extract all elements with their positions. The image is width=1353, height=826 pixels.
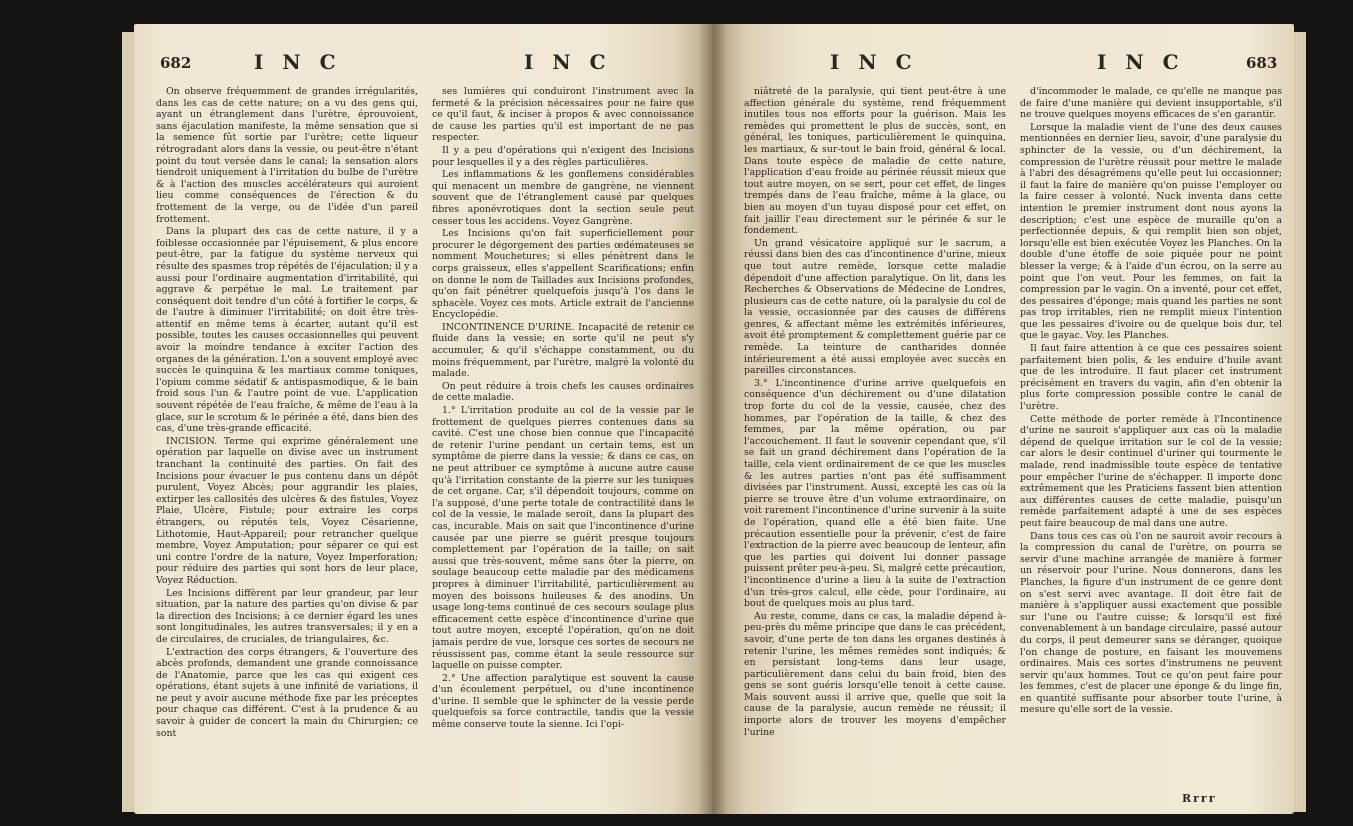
- signature-mark: Rrrr: [1182, 792, 1217, 805]
- right-page-edges: [1292, 32, 1306, 812]
- left-column-1: [156, 86, 418, 810]
- open-book: [118, 14, 1310, 820]
- paragraph: Les Incisions diffèrent par leur grandeur, par leur situation, par la nature des parties qu'on divise & par la direction des Incisions; à ce dernier égard les unes sont longitudinales, les autres transversales; il y en a de circulaires, de cruciales, de triangulaires, &c.: [156, 587, 418, 645]
- paragraph: On peut réduire à trois chefs les causes ordinaires de cette maladie.: [432, 380, 694, 404]
- paragraph: Au reste, comme, dans ce cas, la maladie dépend à-peu-près du même principe que dans le cas précédent, savoir, d'une perte de ton dans les organes destinés à retenir l'urine, les mêmes remèdes sont indiqués; & en persistant long-tems dans leur usage, particulièrement dans celui du bain froid, bien des gens se sont guéris lorsqu'elle tenoit à cette cause. Mais souvent aussi il arrive que, quelle que soit la cause de la paralysie, aucun remède ne réussit; il importe alors de trouver les moyens d'empêcher l'urine: [744, 610, 1006, 738]
- paragraph: On observe fréquemment de grandes irrégularités, dans les cas de cette nature; on a vu des gens qui, ayant un étranglement dans l'urètre, éprouvoient, sans éjaculation manifeste, la même sensation que si la semence fût sortie par l'urètre; cette liqueur rétrogradant alors dans la vessie, ou peut-être n'étant point du tout versée dans le canal; la sensation alors tiendroit uniquement à l'irritation du bulbe de l'urètre & à l'action des muscles accélérateurs qui auroient lieu comme conséquences de l'érection & du frottement de la verge, ou de l'idée d'un pareil frottement.: [156, 86, 418, 225]
- left-running-head: [134, 50, 712, 76]
- left-page-number: 682: [160, 54, 192, 72]
- paragraph: Dans la plupart des cas de cette nature, il y a foiblesse occasionnée par l'épuisement, & plus encore peut-être, par la fatigue du système nerveux qui résulte des spasmes trop répétés de l'éjaculation; il y a aussi pour l'ordinaire augmentation d'irritabilité, qui aggrave & perpétue le mal. Le traitement par conséquent doit tendre d'un côté à fortifier le corps, & de l'autre à diminuer l'irritabilité; on doit être très-attentif en même tems à écarter, autant qu'il est possible, toutes les causes occasionnelles qui peuvent avoir la moindre tendance à exciter l'action des organes de la génération. L'on a souvent employé avec succès le quinquina & les martiaux comme toniques, l'opium comme sédatif & antispasmodique, & le bain froid sous l'un & l'autre point de vue. L'application souvent répétée de l'eau fraîche, & même de l'eau à la glace, sur le scrotum & le périnée a été, dans bien des cas, d'une très-grande efficacité.: [156, 226, 418, 435]
- paragraph: INCISION. Terme qui exprime généralement une opération par laquelle on divise avec un instrument tranchant la continuité des parties. On fait des Incisions pour évacuer le pus contenu dans un dépôt purulent, Voyez Abcès; pour aggrandir les plaies, extirper les callosités des ulcères & des fistules, Voyez Plaie, Ulcère, Fistule; pour extraire les corps étrangers, ou réputés tels, Voyez Césarienne, Lithotomie, Haut-Appareil; pour retrancher quelque membre, Voyez Amputation; pour séparer ce qui est uni contre l'ordre de la nature, Voyez Imperforation; pour réduire des parties qui sont hors de leur place, Voyez Réduction.: [156, 435, 418, 586]
- paragraph: d'incommoder le malade, ce qu'elle ne manque pas de faire d'une manière qui devient insupportable, s'il ne trouve quelques moyens efficaces de s'en garantir.: [1020, 86, 1282, 121]
- paragraph: Il faut faire attention à ce que ces pessaires soient parfaitement bien polis, & les enduire d'huile avant que de les introduire. Il faut placer cet instrument précisément en travers du vagin, afin d'en obtenir la plus forte compression possible contre le canal de l'urètre.: [1020, 343, 1282, 413]
- paragraph: INCONTINENCE D'URINE. Incapacité de retenir ce fluide dans la vessie; en sorte qu'il ne peut s'y accumuler, & qu'il s'échappe constamment, ou du moins fréquemment, par l'urètre, malgré la volonté du malade.: [432, 321, 694, 380]
- paragraph: 2.° Une affection paralytique est souvent la cause d'un écoulement perpétuel, ou d'une incontinence d'urine. Il semble que le sphincter de la vessie perde quelquefois sa force contractile, tandis que la vessie même conserve toute la sienne. Ici l'opi-: [432, 672, 694, 731]
- left-columns: [156, 86, 694, 810]
- paragraph: Cette méthode de porter remède à l'Incontinence d'urine ne sauroit s'appliquer aux cas où la maladie dépend de quelque irritation sur le col de la vessie; car alors le desir continuel d'uriner qui tourmente le malade, rend inadmissible toute espèce de tentative pour empêcher l'urine de s'échapper. Il importe donc extrêmement que les Praticiens fassent bien attention aux différentes causes de cette maladie, puisqu'un remède parfaitement adapté à une de ses espèces peut faire beaucoup de mal dans une autre.: [1020, 413, 1282, 529]
- left-column-2: [432, 86, 694, 810]
- right-head-word-1: I N C: [830, 50, 918, 74]
- right-page-number: 683: [1246, 54, 1278, 72]
- paragraph: L'extraction des corps étrangers, & l'ouverture des abcès profonds, demandent une grande connoissance de l'Anatomie, parce que les cas qui exigent ces opérations, étant sujets à une infinité de variations, il ne peut y avoir aucune méthode fixe par les préceptes pour chaque cas différent. C'est à la prudence & au savoir à guider de concert la main du Chirurgien; ce sont: [156, 646, 418, 739]
- right-running-head: [712, 50, 1294, 76]
- left-head-word-1: I N C: [254, 50, 342, 74]
- paragraph: 3.° L'incontinence d'urine arrive quelquefois en conséquence d'un déchirement ou d'une dilatation trop forte du col de la vessie, causée, chez des hommes, par l'opération de la taille, & chez des femmes, par la même opération, ou par l'accouchement. Il faut le souvenir cependant que, s'il se fait un grand déchirement dans l'opération de la taille, cela vient ordinairement de ce que les muscles & les autres parties n'ont pas été suffisamment divisées par l'instrument. Aussi, excepté les cas où la pierre se trouve être d'un volume extraordinaire, on voit rarement l'incontinence d'urine survenir à la suite de l'opération, quand elle a été bien faite. Une précaution essentielle pour la prévenir, c'est de faire l'extraction de la pierre avec beaucoup de lenteur, afin que les parties qui doivent lui donner passage puissent prêter peu-à-peu. Si, malgré cette précaution, l'incontinence d'urine a lieu à la suite de l'extraction d'un très-gros calcul, elle cède, pour l'ordinaire, au bout de quelques mois au plus tard.: [744, 377, 1006, 610]
- book-gutter: [698, 24, 728, 814]
- paragraph: Les inflammations & les gonflemens considérables qui menacent un membre de gangrène, ne viennent souvent que de l'étranglement causé par quelques fibres aponévrotiques dont la section seule peut cesser tous les accidens. Voyez Gangrène.: [432, 169, 694, 227]
- left-page: [134, 24, 712, 814]
- paragraph: Les Incisions qu'on fait superficiellement pour procurer le dégorgement des parties œdémateuses se nomment Mouchetures; si elles pénètrent dans le corps graisseux, elles s'appellent Scarifications; enfin on donne le nom de Taillades aux Incisions profondes, qu'on fait pénétrer quelquefois jusqu'à l'os dans le sphacèle. Voyez ces mots. Article extrait de l'ancienne Encyclopédie.: [432, 228, 694, 321]
- paragraph: 1.° L'irritation produite au col de la vessie par le frottement de quelques pierres contenues dans sa cavité. C'est une chose bien connue que l'incapacité de retenir l'urine pendant un certain tems, est un symptôme de pierre dans la vessie; & dans ce cas, on ne peut attribuer ce symptôme à aucune autre cause qu'à l'irritation constante de la pierre sur les tuniques de cet organe. Car, s'il dépendoit toujours, comme on l'a supposé, d'une perte totale de contractilité dans le col de la vessie, le malade seroit, dans la plupart des cas, incurable. Mais on sait que l'incontinence d'urine causée par une pierre se guérit presque toujours complettement par l'opération de la taille; on sait aussi que très-souvent, même sans ôter la pierre, on soulage beaucoup cette maladie par des médicamens propres à diminuer l'irritabilité, particulièrement au moyen des boissons huileuses & des anodins. Un usage long-tems continué de ces secours soulage plus efficacement cette espèce d'incontinence d'urine que tout autre moyen, excepté l'opération, qu'on ne doit jamais perdre de vue, lorsque ces sortes de secours ne réussissent pas, comme étant la seule ressource sur laquelle on puisse compter.: [432, 405, 694, 672]
- right-column-1: [744, 86, 1006, 810]
- paragraph: Dans tous ces cas où l'on ne sauroit avoir recours à la compression du canal de l'urètre, on pourra se servir d'une machine arrangée de manière à former un réservoir pour l'urine. Nous donnerons, dans les Planches, la figure d'un instrument de ce genre dont on s'est servi avec avantage. Il doit être fait de manière à s'appliquer aussi exactement que possible sur l'une ou l'autre cuisse; & lorsqu'il est fixé convenablement à un bandage circulaire, passé autour du corps, il peut demeurer sans se déranger, quoique l'on change de posture, en faisant les mouvemens ordinaires. Mais ces sortes d'instrumens ne peuvent servir qu'aux hommes. Tout ce qu'on peut faire pour les femmes, c'est de placer une éponge & du linge fin, en quantité suffisante pour absorber toute l'urine, à mesure qu'elle sort de la vessie.: [1020, 530, 1282, 716]
- right-column-2: [1020, 86, 1282, 810]
- right-head-word-2: I N C: [1097, 50, 1185, 74]
- paragraph: Lorsque la maladie vient de l'une des deux causes mentionnées en dernier lieu, savoir, d'une paralysie du sphincter de la vessie, ou d'un déchirement, la compression de l'urètre réussit pour mettre le malade à l'abri des désagrémens qu'elle peut lui occasionner; il faut la faire de manière qu'on puisse l'employer ou la faire cesser à volonté. Nuck inventa dans cette intention le premier instrument dont nous ayons la description; c'est une espèce de muraille qu'on a perfectionnée depuis, & qui remplit bien son objet, lorsqu'elle est bien exécutée Voyez les Planches. On la double d'une étoffe de soie piquée pour ne point blesser la verge; & à l'aide d'un écrou, on la serre au point que l'on veut. Pour les femmes, on fait la compression par le vagin. On a inventé, pour cet effet, des pessaires d'éponge; mais quand les parties ne sont pas trop irritables, rien ne remplit mieux l'intention que les pessaires d'ivoire ou de quelque bois dur, tel que le gayac. Voy. les Planches.: [1020, 121, 1282, 342]
- right-columns: [744, 86, 1282, 810]
- paragraph: niâtreté de la paralysie, qui tient peut-être à une affection générale du système, rend fréquemment inutiles tous nos efforts pour la guérison. Mais les remèdes qui promettent le plus de succès, sont, en général, les toniques, particulièrement le quinquina, les martiaux, & sur-tout le bain froid, général & local. Dans toute espèce de maladie de cette nature, l'application d'eau froide au périnée réussit mieux que tout autre moyen, on se sert, pour cet effet, de linges trempés dans de l'eau fraîche, même à la glace, ou bien au moyen d'un tuyau disposé pour cet effet, on fait jaillir l'eau directement sur le périnée & sur le fondement.: [744, 86, 1006, 237]
- paragraph: ses lumières qui conduiront l'instrument avec la fermeté & la précision nécessaires pour ne faire que ce qu'il faut, & inciser à propos & avec connoissance de cause les parties qu'il est important de ne pas respecter.: [432, 86, 694, 144]
- right-page: [712, 24, 1294, 814]
- paragraph: Il y a peu d'opérations qui n'exigent des Incisions pour lesquelles il y a des règles particulières.: [432, 144, 694, 168]
- left-head-word-2: I N C: [524, 50, 612, 74]
- paragraph: Un grand vésicatoire appliqué sur le sacrum, a réussi dans bien des cas d'incontinence d'urine, mieux que tout autre remède, lorsque cette maladie dépendoit d'une affection paralytique. On lit, dans les Recherches & Observations de Médecine de Londres, plusieurs cas de cette nature, où la paralysie du col de la vessie, occasionnée par des causes de différens genres, & affectant même les extrémités inférieures, avoit été promptement & complettement guérie par ce remède. La teinture de cantharides donnée intérieurement a été aussi employée avec succès en pareilles circonstances.: [744, 237, 1006, 377]
